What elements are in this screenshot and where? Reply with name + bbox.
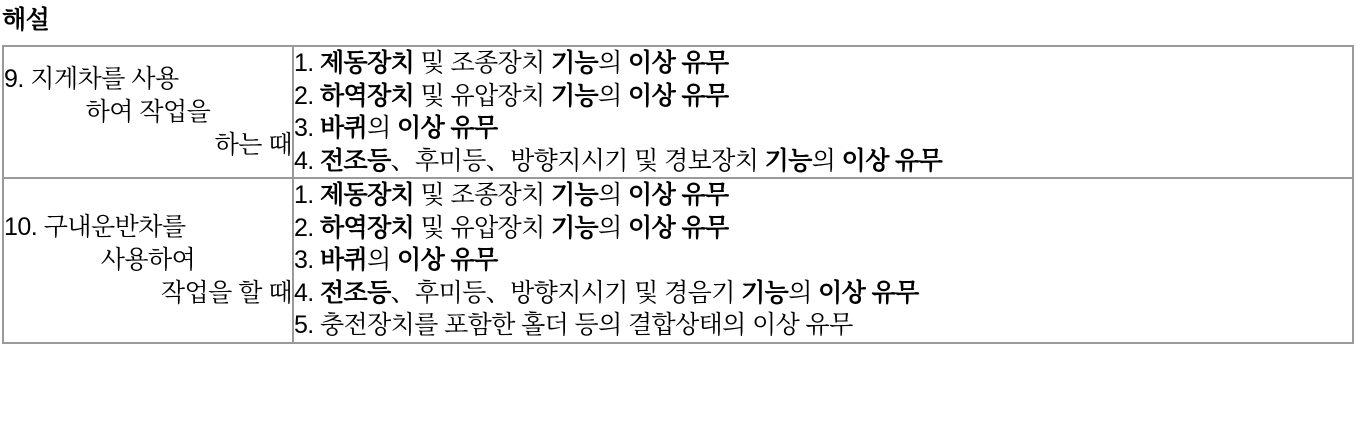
emphasis-text: 바퀴	[320, 246, 368, 274]
checklist-item	[294, 277, 1352, 310]
emphasis-text: 기능	[551, 181, 599, 209]
plain-text: 의	[598, 49, 629, 77]
checklist-item	[294, 212, 1352, 245]
emphasis-text: 이상 유무	[397, 246, 498, 274]
emphasis-text: 제동장치	[320, 49, 415, 77]
checklist-items-cell	[293, 46, 1353, 178]
plain-text: 의	[598, 181, 629, 209]
plain-text: 2.	[294, 81, 320, 110]
emphasis-text: 제동장치	[320, 181, 415, 209]
page-title: 해설	[2, 6, 50, 34]
plain-text: 3.	[294, 246, 320, 274]
plain-text: 및 유압장치	[414, 213, 551, 242]
case-line: 하는 때	[214, 130, 292, 159]
plain-text: 및 조종장치	[414, 49, 551, 77]
plain-text: 、후미등、방향지시기 및 경음기	[390, 278, 742, 307]
plain-text: 의	[598, 81, 629, 110]
explanation-table	[2, 45, 1354, 344]
emphasis-text: 기능	[551, 213, 599, 242]
emphasis-text: 기능	[551, 49, 599, 77]
emphasis-text: 하역장치	[320, 213, 415, 242]
plain-text: 의	[788, 278, 819, 307]
emphasis-text: 이상 유무	[841, 146, 943, 175]
plain-text: 4.	[294, 278, 320, 307]
plain-text: 의	[367, 114, 398, 142]
emphasis-text: 하역장치	[320, 81, 415, 110]
plain-text: 1.	[294, 49, 320, 77]
emphasis-text: 기능	[551, 81, 599, 110]
case-line: 하여 작업을	[85, 97, 211, 126]
explanation-table-wrapper	[0, 45, 1360, 344]
emphasis-text: 기능	[764, 146, 812, 175]
plain-text: 및 유압장치	[414, 81, 551, 110]
case-line: 10. 구내운반차를	[4, 212, 186, 241]
case-line: 작업을 할 때	[160, 278, 292, 307]
checklist-item	[294, 112, 1352, 145]
checklist-item	[294, 179, 1352, 212]
plain-text: 3.	[294, 114, 320, 142]
plain-text: 、후미등、방향지시기 및 경보장치	[390, 146, 765, 175]
checklist-item	[294, 145, 1352, 178]
checklist-item	[294, 47, 1352, 80]
case-cell	[3, 46, 293, 178]
emphasis-text: 기능	[741, 278, 789, 307]
table-body	[3, 46, 1353, 343]
emphasis-text: 이상 유무	[397, 114, 498, 142]
checklist-item	[294, 80, 1352, 113]
case-line: 사용하여	[100, 245, 196, 274]
plain-text: 및 조종장치	[414, 181, 551, 209]
emphasis-text: 이상 유무	[628, 213, 729, 242]
checklist-item	[294, 244, 1352, 277]
case-line: 9. 지게차를 사용	[4, 64, 179, 93]
table-row	[3, 46, 1353, 178]
emphasis-text: 전조등	[320, 278, 391, 307]
emphasis-text: 바퀴	[320, 114, 368, 142]
table-row	[3, 178, 1353, 343]
plain-text: 의	[811, 146, 842, 175]
checklist-item	[294, 309, 1352, 342]
plain-text: 1.	[294, 181, 320, 209]
plain-text: 4.	[294, 146, 320, 175]
emphasis-text: 이상 유무	[628, 49, 729, 77]
emphasis-text: 전조등	[320, 146, 391, 175]
checklist-items-cell	[293, 178, 1353, 343]
emphasis-text: 이상 유무	[628, 81, 729, 110]
emphasis-text: 이상 유무	[818, 278, 919, 307]
plain-text: 의	[367, 246, 398, 274]
plain-text: 5. 충전장치를 포함한 홀더 등의 결합상태의 이상 유무	[294, 311, 853, 339]
emphasis-text: 이상 유무	[628, 181, 729, 209]
plain-text: 2.	[294, 213, 320, 242]
plain-text: 의	[598, 213, 629, 242]
case-cell	[3, 178, 293, 343]
